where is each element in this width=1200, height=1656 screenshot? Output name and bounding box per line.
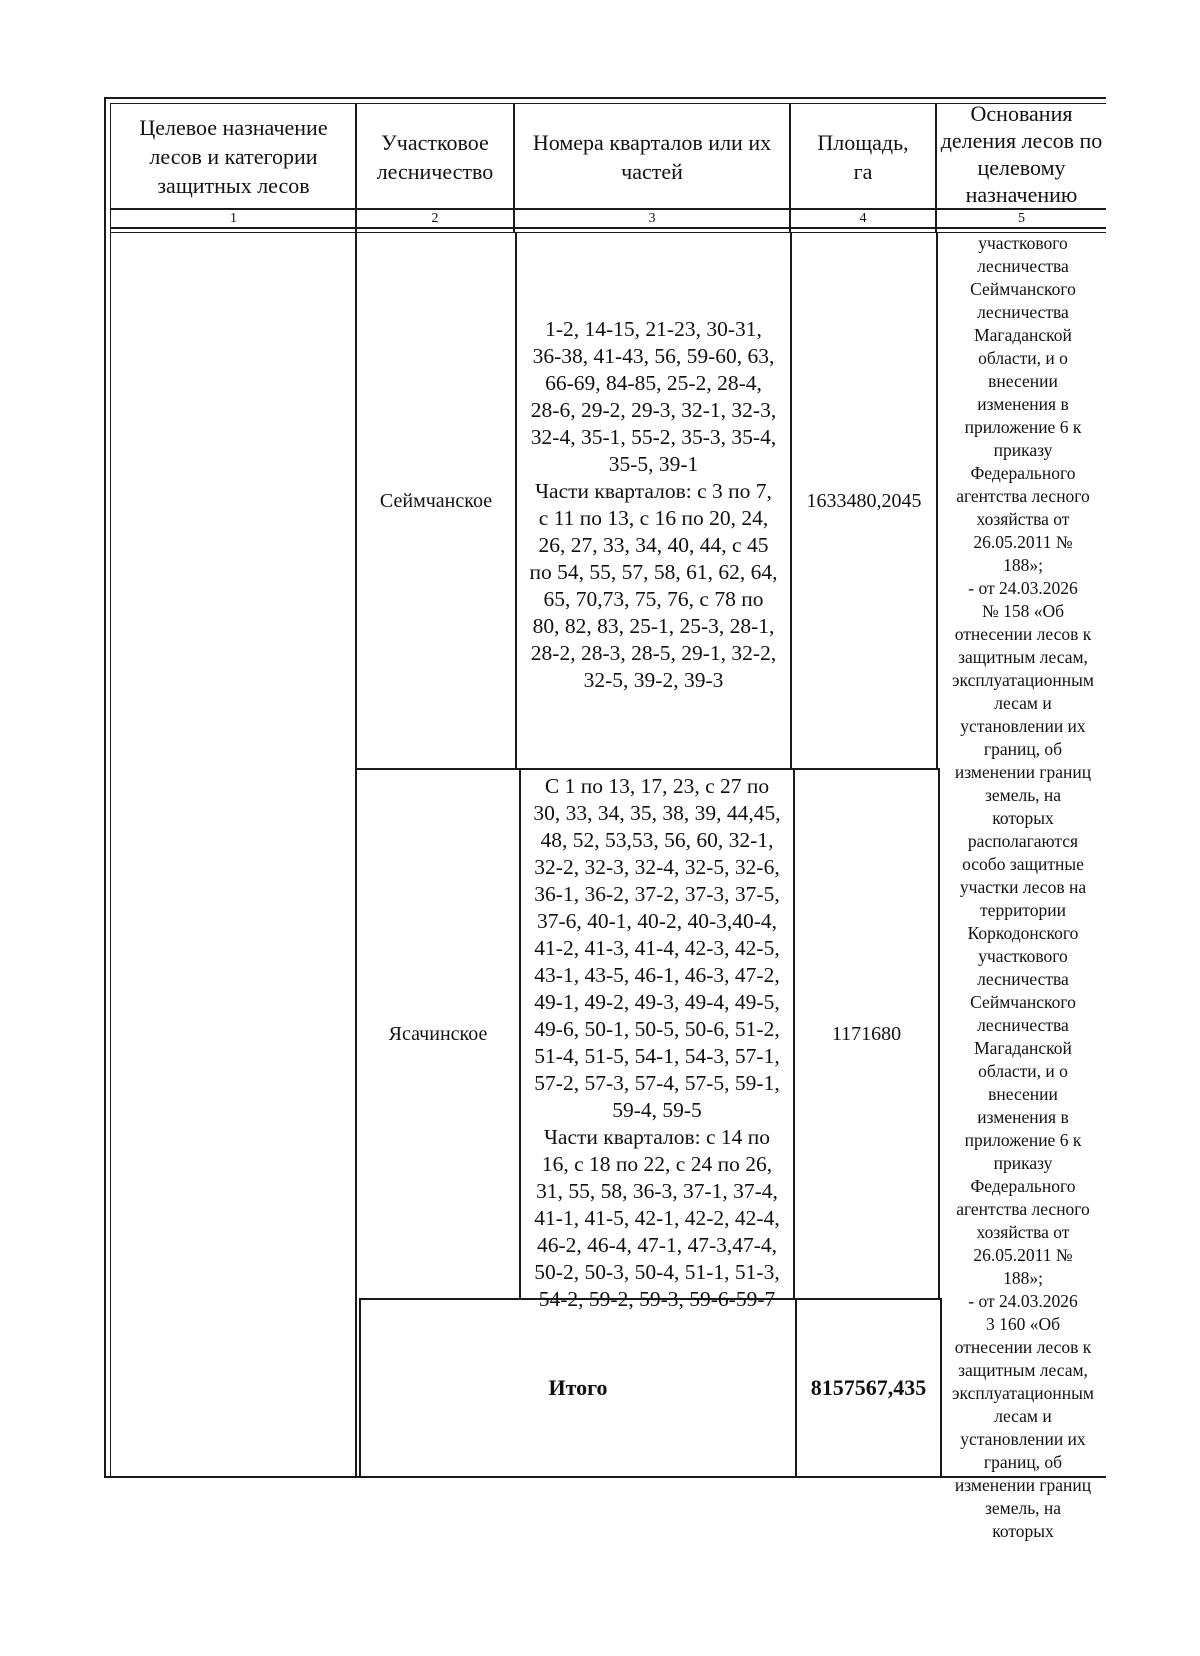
basis-line: отнесении лесов к	[954, 1337, 1092, 1357]
basis-line: области, и о	[978, 348, 1068, 368]
basis-line: области, и о	[978, 1061, 1068, 1081]
basis-line: Федерального	[970, 1176, 1076, 1196]
basis-line: границ, об	[983, 1452, 1063, 1472]
basis-line: Магаданской	[974, 325, 1072, 345]
basis-line: приказу	[993, 1153, 1053, 1173]
basis-line: хозяйства от	[976, 1222, 1070, 1242]
basis-line: установлении их	[960, 716, 1086, 736]
basis-line: отнесении лесов к	[954, 624, 1092, 644]
basis-line: агентства лесного	[956, 486, 1090, 506]
header-area: Площадь, га	[817, 129, 909, 184]
basis-line: эксплуатационным	[952, 1383, 1094, 1403]
row2-quarters: С 1 по 13, 17, 23, с 27 по 30, 33, 34, 35, 38, 39, 44,45, 48, 52, 53,53, 56, 60, 32-1, 32-2, 32-3, 32-4, 32-5, 32-6, 36-1, 36-2, 37-2, 37-3, 37-5, 37-6, 40-1, 40-2, 40-3,40-4, 41-2, 41-3, 41-4, 42-3, 42-5, 43-1, 43-5, 46-1, 46-3, 47-2, 49-1, 49-2, 49-3, 49-4, 49-5, 49-6, 50-1, 50-5, 50-6, 51-2, 51-4, 51-5, 54-1, 54-3, 57-1, 57-2, 57-3, 57-4, 57-5, 59-1, 59-4, 59-5 Части кварталов: с 14 по 16, с 18 по 22, с 24 по 26, 31, 55, 58, 36-3, 37-1, 37-4, 41-1, 41-5, 42-1, 42-2, 42-4, 46-2, 46-4, 47-1, 47-3,47-4, 50-2, 50-3, 50-4, 51-1, 51-3, 54-2, 59-2, 59-3, 59-6-59-7	[533, 774, 781, 1311]
basis-line: которых	[992, 808, 1054, 828]
basis-line: эксплуатационным	[952, 670, 1094, 690]
header-quarters: Номера кварталов или их частей	[532, 129, 772, 184]
number-row-divider	[110, 227, 1106, 229]
basis-line: 3 160 «Об	[985, 1314, 1061, 1334]
row2-forestry: Ясачинское	[388, 1023, 488, 1045]
basis-line: Сеймчанского	[970, 992, 1076, 1012]
basis-line: 188»;	[1003, 555, 1043, 575]
basis-line: внесении	[988, 371, 1058, 391]
basis-line: лесничества	[977, 302, 1069, 322]
basis-line: 26.05.2011 №	[973, 532, 1073, 552]
basis-line: изменения в	[977, 394, 1069, 414]
basis-line: территории	[980, 900, 1066, 920]
basis-line: Магаданской	[974, 1038, 1072, 1058]
col-number-4: 4	[859, 210, 867, 226]
basis-line: № 158 «Об	[982, 601, 1064, 621]
basis-line: участкового	[978, 233, 1068, 253]
basis-line: защитным лесам,	[958, 647, 1088, 667]
basis-line: лесничества	[977, 969, 1069, 989]
basis-line: лесничества	[977, 1015, 1069, 1035]
basis-line: лесам и	[994, 1406, 1052, 1426]
total-label: Итого	[548, 1375, 608, 1400]
header-forestry: Участковое лесничество	[376, 129, 494, 184]
header-purpose: Целевое назначение лесов и категории защитных лесов	[139, 115, 328, 198]
basis-line: установлении их	[960, 1429, 1086, 1449]
basis-line: - от 24.03.2026	[968, 578, 1078, 598]
col-number-2: 2	[431, 210, 439, 226]
basis-line: приложение 6 к	[964, 1130, 1082, 1150]
basis-line: хозяйства от	[976, 509, 1070, 529]
basis-line: изменении границ	[954, 1475, 1092, 1495]
basis-line: Коркодонского	[967, 923, 1079, 943]
basis-line: которых	[992, 1521, 1054, 1541]
basis-line: 188»;	[1003, 1268, 1043, 1288]
header-basis: Основания деления лесов по целевому назначению	[940, 101, 1103, 207]
total-area: 8157567,435	[810, 1375, 927, 1400]
col-number-1: 1	[230, 210, 237, 226]
basis-line: 26.05.2011 №	[973, 1245, 1073, 1265]
basis-line: защитным лесам,	[958, 1360, 1088, 1380]
row1-area: 1633480,2045	[806, 490, 922, 512]
basis-line: лесничества	[977, 256, 1069, 276]
basis-line: приказу	[993, 440, 1053, 460]
row1-quarters: 1-2, 14-15, 21-23, 30-31, 36-38, 41-43, 56, 59-60, 63, 66-69, 84-85, 25-2, 28-4, 28-6, 29-2, 29-3, 32-1, 32-3, 32-4, 35-1, 55-2, 35-3, 35-4, 35-5, 39-1 Части кварталов: с 3 по 7, с 11 по 13, с 16 по 20, 24, 26, 27, 33, 34, 40, 44, с 45 по 54, 55, 57, 58, 61, 62, 64, 65, 70,73, 75, 76, с 78 по 80, 82, 83, 25-1, 25-3, 28-1, 28-2, 28-3, 28-5, 29-1, 32-2, 32-5, 39-2, 39-3	[529, 317, 778, 692]
basis-line: приложение 6 к	[964, 417, 1082, 437]
basis-line: внесении	[988, 1084, 1058, 1104]
col-number-3: 3	[648, 210, 656, 226]
basis-line: лесам и	[994, 693, 1052, 713]
basis-line: границ, об	[983, 739, 1063, 759]
table-border-left-inner	[110, 103, 111, 1477]
basis-line: изменения в	[977, 1107, 1069, 1127]
basis-line: агентства лесного	[956, 1199, 1090, 1219]
basis-line: особо защитные	[962, 854, 1084, 874]
col-number-5: 5	[1018, 210, 1025, 226]
basis-line: Сеймчанского	[970, 279, 1076, 299]
basis-line: участки лесов на	[959, 877, 1087, 897]
basis-line: располагаются	[967, 831, 1079, 851]
row2-area: 1171680	[831, 1023, 902, 1045]
basis-line: участкового	[978, 946, 1068, 966]
basis-line: земель, на	[984, 785, 1062, 805]
basis-line: земель, на	[984, 1498, 1062, 1518]
table-border-left	[104, 97, 106, 1477]
basis-line: изменении границ	[954, 762, 1092, 782]
basis-line: - от 24.03.2026	[968, 1291, 1078, 1311]
basis-text	[938, 232, 1108, 1543]
basis-line: Федерального	[970, 463, 1076, 483]
row1-forestry: Сеймчанское	[379, 490, 493, 512]
